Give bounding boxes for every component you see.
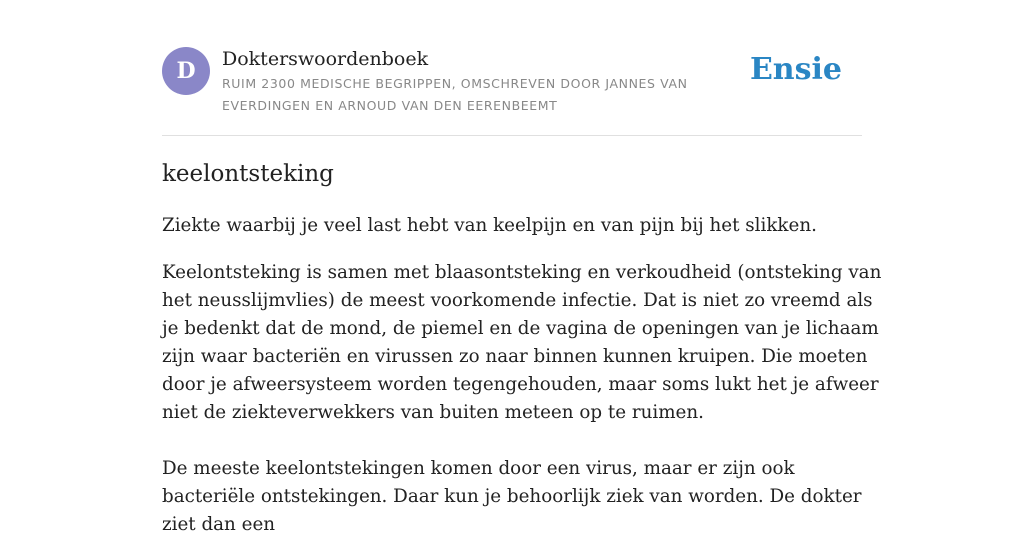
avatar[interactable]: D — [162, 47, 210, 95]
entry-lead: Ziekte waarbij je veel last hebt van keelpijn en van pijn bij het slikken. — [162, 215, 817, 236]
brand-logo-link[interactable]: Ensie — [749, 52, 842, 87]
page-title: keelontsteking — [162, 161, 334, 187]
entry-content — [162, 212, 882, 539]
site-title[interactable]: Dokterswoordenboek — [222, 48, 429, 70]
site-header — [162, 47, 862, 136]
entry-paragraph: Keelontsteking is samen met blaasontsteking en verkoudheid (ontsteking van het neusslijmvlies) de meest voorkomende infectie. Dat is niet zo vreemd als je bedenkt dat de mond, de piemel en de vagina de openingen van je lichaam zijn waar bacteriën en virussen zo naar binnen kunnen kruipen. Die moeten door je afweersysteem worden tegengehouden, maar soms lukt het je afweer niet de ziekteverwekkers van buiten meteen op te ruimen. — [162, 262, 882, 423]
site-subtitle: RUIM 2300 MEDISCHE BEGRIPPEN, OMSCHREVEN DOOR JANNES VAN EVERDINGEN EN ARNOUD VAN DEN EERENBEEMT — [222, 76, 688, 113]
entry-paragraph: De meeste keelontstekingen komen door een virus, maar er zijn ook bacteriële ontstekingen. Daar kun je behoorlijk ziek van worden. De dokter ziet dan een — [162, 458, 862, 535]
